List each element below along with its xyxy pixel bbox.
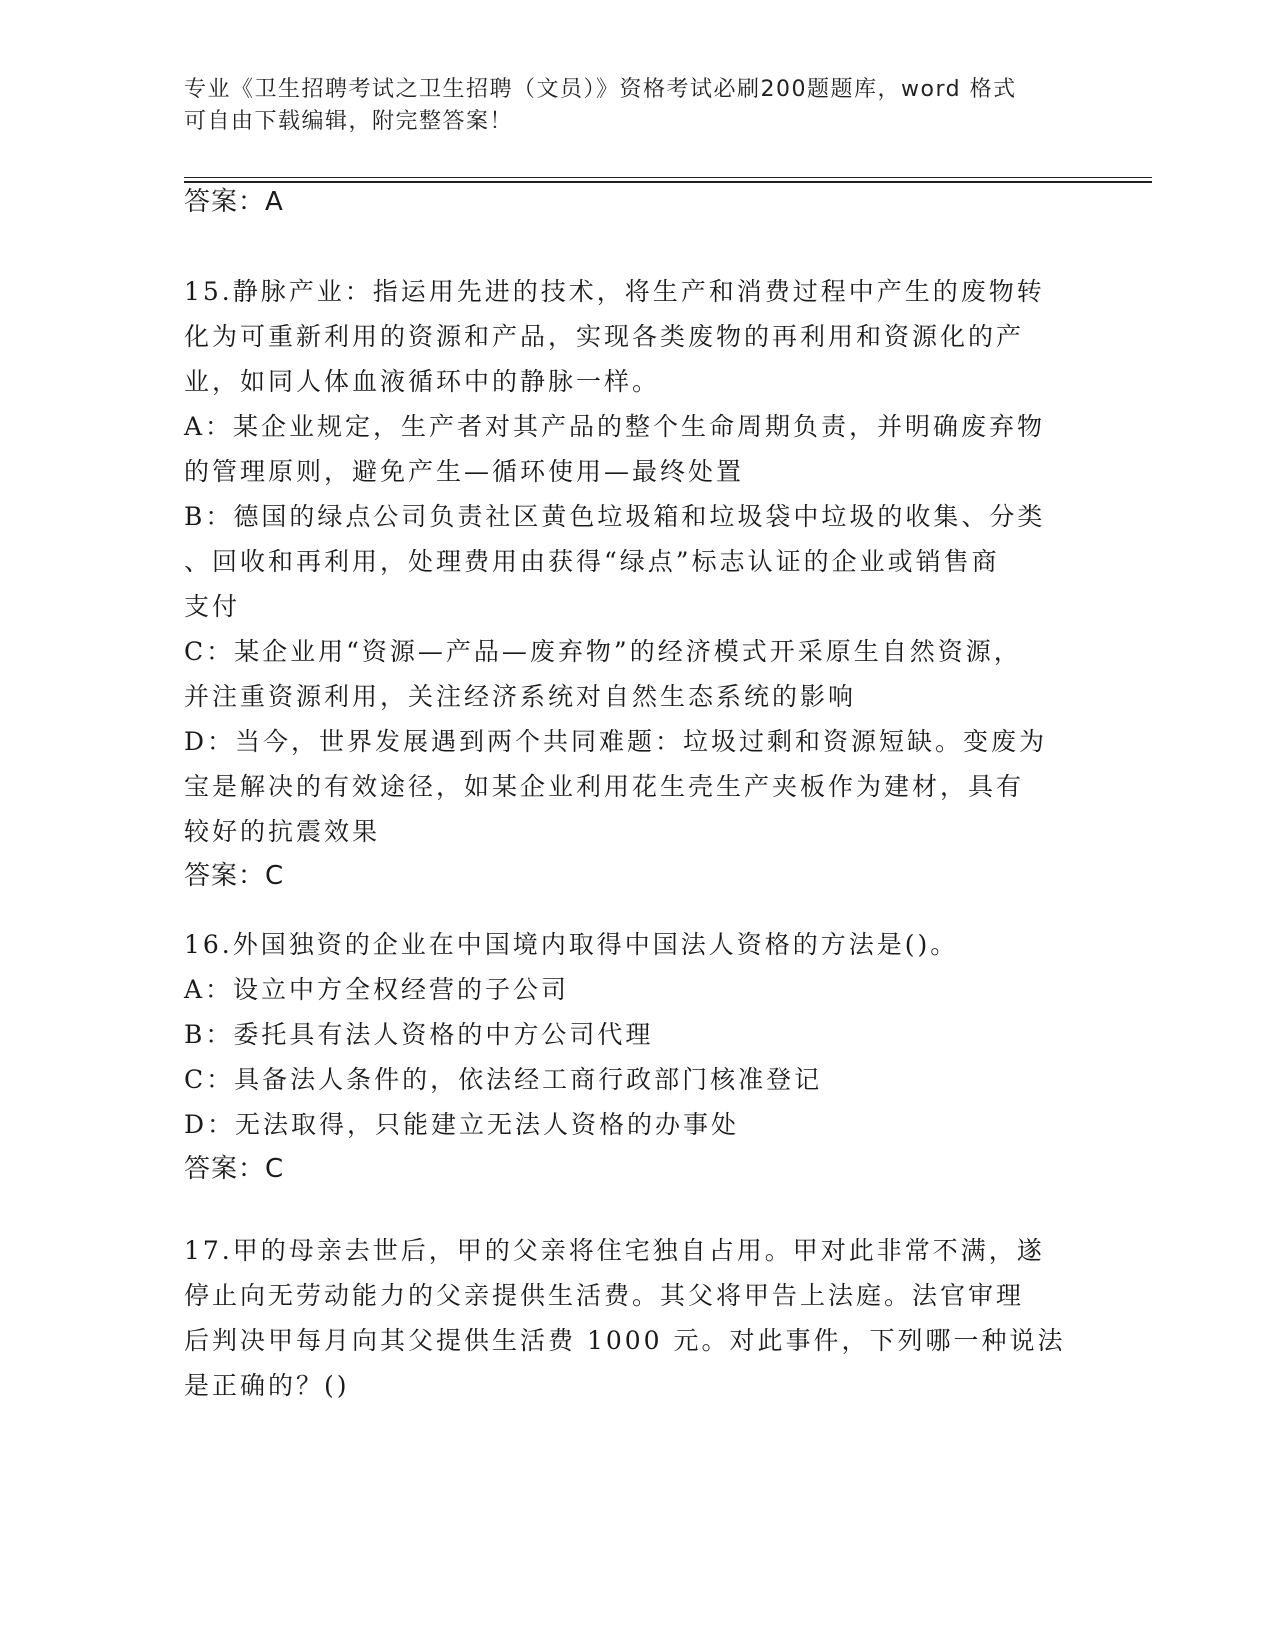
- header-line-2: 可自由下载编辑，附完整答案！: [184, 109, 514, 134]
- previous-answer-block: [184, 180, 1084, 225]
- question-stem-line: 业，如同人体血液循环中的静脉一样。: [184, 367, 661, 396]
- option-a-line: A：设立中方全权经营的子公司: [184, 975, 570, 1004]
- header-line-1: 专业《卫生招聘考试之卫生招聘（文员）》资格考试必刷200题题库，word 格式: [184, 77, 1017, 102]
- question-17: [184, 1228, 1084, 1408]
- option-c-line: C：具备法人条件的，依法经工商行政部门核准登记: [184, 1065, 823, 1094]
- option-d-line: D：无法取得，只能建立无法人资格的办事处: [184, 1110, 740, 1139]
- option-a-line: A：某企业规定，生产者对其产品的整个生命周期负责，并明确废弃物: [184, 412, 1046, 441]
- option-c-line: C：某企业用“资源—产品—废弃物”的经济模式开采原生自然资源，: [184, 637, 1022, 666]
- option-a-line: 的管理原则，避免产生—循环使用—最终处置: [184, 457, 745, 486]
- answer-label: 答案：C: [184, 861, 285, 891]
- question-stem-line: 16.外国独资的企业在中国境内取得中国法人资格的方法是()。: [184, 930, 959, 959]
- option-b-line: 支付: [184, 592, 241, 621]
- answer-label: 答案：C: [184, 1154, 285, 1184]
- question-16: [184, 922, 1084, 1192]
- option-d-line: D：当今，世界发展遇到两个共同难题：垃圾过剩和资源短缺。变废为: [184, 727, 1048, 756]
- question-stem-line: 停止向无劳动能力的父亲提供生活费。其父将甲告上法庭。法官审理: [184, 1281, 1025, 1310]
- option-b-line: B：德国的绿点公司负责社区黄色垃圾箱和垃圾袋中垃圾的收集、分类: [184, 502, 1046, 531]
- question-stem-line: 17.甲的母亲去世后，甲的父亲将住宅独自占用。甲对此非常不满，遂: [184, 1236, 1045, 1265]
- question-stem-line: 15.静脉产业：指运用先进的技术，将生产和消费过程中产生的废物转: [184, 277, 1045, 306]
- header-rule-thin: [184, 177, 1152, 178]
- option-b-line: B：委托具有法人资格的中方公司代理: [184, 1020, 654, 1049]
- question-stem-line: 是正确的？(): [184, 1371, 350, 1400]
- option-c-line: 并注重资源利用，关注经济系统对自然生态系统的影响: [184, 682, 857, 711]
- option-d-line: 较好的抗震效果: [184, 817, 381, 846]
- document-header: [184, 74, 1064, 138]
- question-stem-line: 化为可重新利用的资源和产品，实现各类废物的再利用和资源化的产: [184, 322, 1025, 351]
- option-b-line: 、回收和再利用，处理费用由获得“绿点”标志认证的企业或销售商: [184, 547, 1000, 576]
- option-d-line: 宝是解决的有效途径，如某企业利用花生壳生产夹板作为建材，具有: [184, 772, 1025, 801]
- question-stem-line: 后判决甲每月向其父提供生活费 1000 元。对此事件，下列哪一种说法: [184, 1326, 1066, 1355]
- question-15: [184, 269, 1084, 899]
- answer-label: 答案：A: [184, 187, 284, 217]
